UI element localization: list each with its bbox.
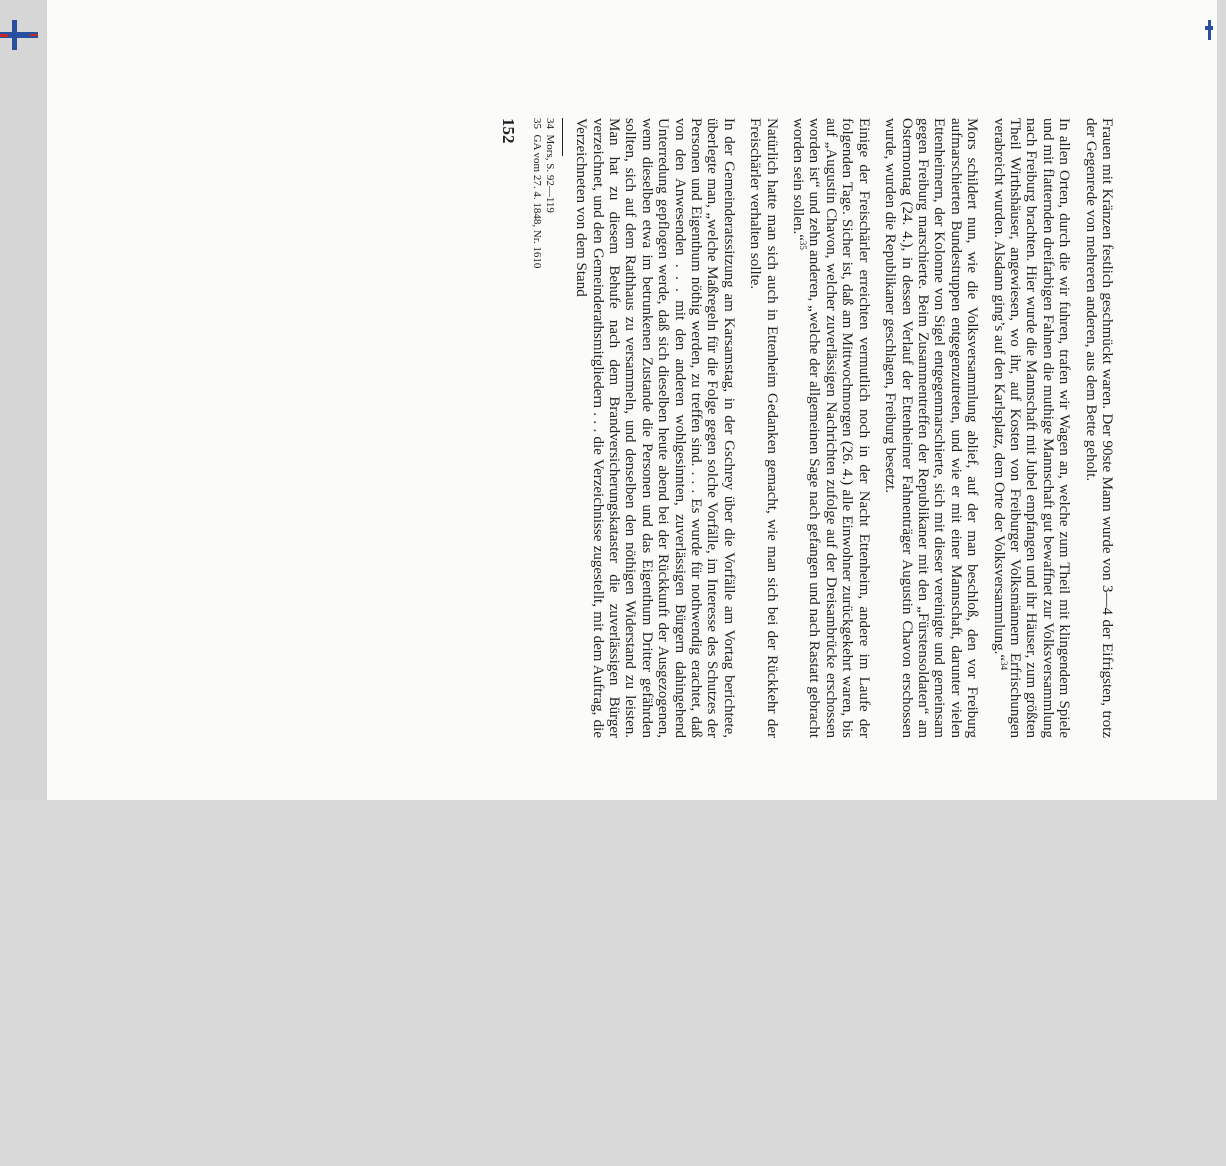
footnote: 34 Mors, S. 92—119 xyxy=(543,118,556,213)
paragraph: In der Gemeinderatssitzung am Karsamstag, in der Gschrey über die Vorfälle am Vortag berichtete, überlegte man, „welche Maßregeln für die Folge gegen solche Vorfälle, im Interesse des Schutzes der Personen und Eigenthum nöthig werden, zu treffen sind. . . . Es wurde für nothwendig erachtet, daß von den Anwesenden . . . mit den anderen wohlgesinnten, zuverlässigen Bürgern dahingehend Unterredung gepflogen werde, daß sich dieselben heute abend bei der Rückkunft der Ausgezogenen, wenn dieselben etwa im betrunkenen Zustande die Personen und das Eigenthum Dritter gefährden sollten, sich auf dem Rathhaus zu versammeln, und denselben den nöthigen Widerstand zu leisten. Man hat zu diesem Behufe nach dem Brandversicherungskataster die zuverlässigen Bürger verzeichnet, und den Gemeinderathsmitgliedern . . . die Verzeichnisse zugestellt, mit dem Auftrag, die Verzeichneten von dem Stand xyxy=(573,118,737,738)
footnotes xyxy=(530,118,563,738)
paragraph: Frauen mit Kränzen festlich geschmückt waren. Der 90ste Mann wurde von 3—4 der Eifrigsten, trotz der Gegenrede von mehreren anderen, aus dem Bette geholt. xyxy=(1082,118,1115,738)
footnote-ref: 34 xyxy=(998,661,1009,671)
page-number: 152 xyxy=(498,118,518,144)
footnote-rule xyxy=(562,118,563,156)
viewer-margin xyxy=(0,0,47,800)
page-text-block xyxy=(499,118,1115,738)
paragraph: In allen Orten, durch die wir fuhren, trafen wir Wagen an, welche zum Theil mit klingendem Spiele und mit flatternden dreifarbigen Fahnen die muthige Mannschaft gut bewaffnet zur Volksversammlung nach Freiburg brachten. Hier wurde die Mannschaft mit Jubel empfangen und ihr Häuser, zum größten Theil Wirthshäuser, angewiesen, wo ihr, auf Kosten von Freiburger Volksmännern Erfrischungen verabreicht wurden. Alsdann ging’s auf den Karlsplatz, dem Orte der Volksversammlung.“$^{34}$ xyxy=(990,118,1073,738)
page-edge-logo-icon xyxy=(1205,20,1213,40)
library-logo-icon xyxy=(0,20,38,50)
paragraph: Mors schildert nun, wie die Volksversammlung ablief, auf der man beschloß, den vor Freiburg aufmarschierten Bundestruppen entgegenzutreten, und wie er mit einer Mannschaft, darunter vielen Ettenheimern, der Kolonne von Sigel entgegenmarschierte, sich mit dieser vereinigte und gemeinsam gegen Freiburg marschierte. Beim Zusammentreffen der Republikaner mit den „Fürstensoldaten“ am Ostermontag (24. 4.), in dessen Verlauf der Ettenheimer Fahnenträger Augustin Chavon erschossen wurde, wurden die Republikaner geschlagen, Freiburg besetzt. xyxy=(882,118,981,738)
paragraph: Natürlich hatte man sich auch in Ettenheim Gedanken gemacht, wie man sich bei der Rückkehr der Freischärler verhalten sollte. xyxy=(747,118,780,738)
footnote: 35 GA vom 27. 4. 1848, Nr. 1610 xyxy=(530,118,543,269)
footnote-ref: 35 xyxy=(798,240,809,250)
paragraph: Einige der Freischärler erreichten vermutlich noch in der Nacht Ettenheim, andere im Laufe der folgenden Tage. Sicher ist, daß am Mittwochmorgen (26. 4.) alle Einwohner zurückgekehrt waren, bis auf „Augustin Chavon, welcher zuverlässigen Nachrichten zufolge auf der Dreisambrücke erschossen worden ist“ und zehn anderen, „welche der allgemeinen Sage nach gefangen und nach Rastatt gebracht worden sein sollen.“$^{35}$ xyxy=(790,118,872,738)
